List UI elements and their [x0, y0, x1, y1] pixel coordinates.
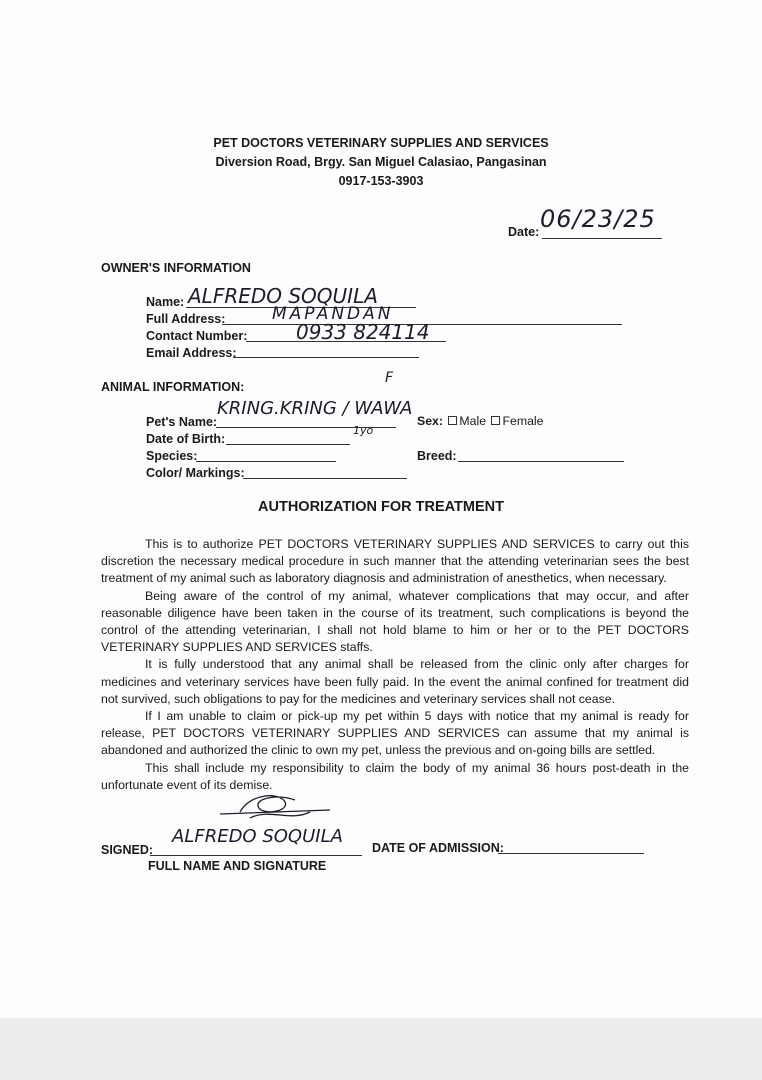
auth-paragraph-3: It is fully understood that any animal shall be released from the clinic only after charges for medicines and veterinary services have been fully paid. In the event the animal confined for treatment did not survived, such obligations to pay for the medicines and veterinary services shall not cease.	[101, 657, 689, 706]
dob-line	[226, 444, 350, 445]
signature-scribble	[200, 788, 340, 828]
female-label: Female	[502, 414, 544, 428]
scan-bottom-band	[0, 1018, 762, 1080]
owner-name-value: ALFREDO SOQUILA	[188, 284, 378, 308]
sex-label: Sex:	[417, 414, 443, 428]
breed-label: Breed:	[417, 449, 457, 463]
owner-name-label: Name:	[146, 295, 185, 309]
species-label: Species:	[146, 449, 198, 463]
male-checkbox[interactable]	[448, 416, 457, 425]
auth-paragraph-5: This shall include my responsibility to claim the body of my animal 36 hours post-death in the unfortunate event of its demise.	[101, 760, 689, 792]
male-label: Male	[459, 414, 487, 428]
signed-label: SIGNED:	[101, 843, 154, 857]
date-line	[542, 238, 662, 239]
color-markings-line	[243, 478, 407, 479]
date-label: Date:	[508, 225, 540, 239]
sex-mark-handwritten: F	[385, 370, 394, 386]
animal-info-heading: ANIMAL INFORMATION:	[101, 380, 245, 394]
authorization-title: AUTHORIZATION FOR TREATMENT	[258, 499, 504, 515]
signed-value: ALFREDO SOQUILA	[172, 826, 343, 847]
full-address-value: MAPANDAN	[272, 304, 394, 324]
auth-paragraph-4: If I am unable to claim or pick-up my pet within 5 days with notice that my animal is ready for release, PET DOCTORS VETERINARY SUPPLIES AND SERVICES can assume that my animal is abandoned and authorized the clinic to own my pet, unless the previous and on-going bills are settled.	[101, 709, 689, 758]
female-checkbox[interactable]	[491, 416, 500, 425]
full-address-label: Full Address:	[146, 312, 226, 326]
dob-label: Date of Birth:	[146, 432, 226, 446]
date-value-handwritten: 06/23/25	[540, 205, 656, 233]
color-markings-label: Color/ Markings:	[146, 466, 245, 480]
age-value: 1yo	[353, 424, 374, 437]
email-line	[233, 357, 419, 358]
date-of-admission-label: DATE OF ADMISSION:	[372, 841, 504, 855]
company-phone: 0917-153-3903	[338, 174, 424, 188]
sex-field	[417, 414, 544, 428]
company-name: PET DOCTORS VETERINARY SUPPLIES AND SERVICES	[213, 136, 549, 150]
auth-paragraph-2: Being aware of the control of my animal, whatever complications that may occur, and after reasonable diligence have been taken in the course of its treatment, such complications is beyond the control of the attending veterinarian, I shall not hold blame to him or her or to the PET DOCTORS VETERINARY SUPPLIES AND SERVICES staffs.	[101, 588, 689, 655]
contact-number-value: 0933 824114	[296, 320, 430, 344]
full-name-signature-label: FULL NAME AND SIGNATURE	[148, 859, 327, 873]
owner-info-heading: OWNER'S INFORMATION	[101, 261, 251, 275]
auth-paragraph-1: This is to authorize PET DOCTORS VETERINARY SUPPLIES AND SERVICES to carry out this discretion the necessary medical procedure in such manner that the attending veterinarian sees the best treatment of my animal such as laboratory diagnosis and administration of anesthetics, when necessary.	[101, 537, 689, 586]
authorization-body	[101, 536, 689, 794]
pet-name-value: KRING.KRING / WAWA	[217, 398, 413, 419]
breed-line	[458, 461, 624, 462]
contact-number-label: Contact Number:	[146, 329, 248, 343]
species-line	[196, 461, 336, 462]
date-of-admission-line	[498, 853, 644, 854]
company-address: Diversion Road, Brgy. San Miguel Calasiao, Pangasinan	[215, 155, 547, 169]
signed-line	[150, 855, 362, 856]
email-label: Email Address:	[146, 346, 237, 360]
pet-name-label: Pet's Name:	[146, 415, 218, 429]
